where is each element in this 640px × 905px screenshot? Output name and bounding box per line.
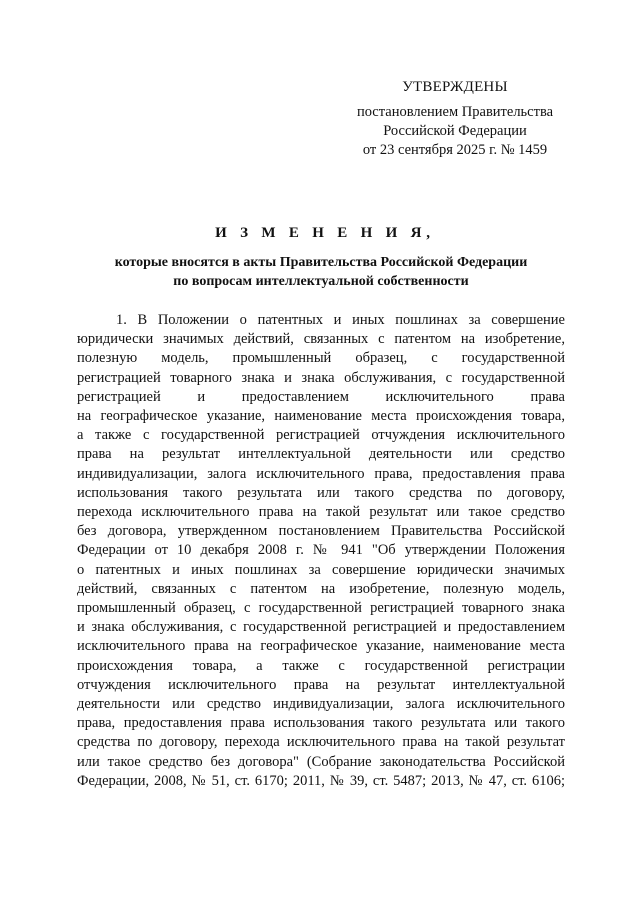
paragraph-line: отчуждения исключительного права на результат интеллектуальной [77,676,565,693]
paragraph-line: полезную модель, промышленный образец, с государственной [77,350,565,367]
paragraph-line: промышленный образец, с государственной регистрацией товарного знака [77,600,565,617]
paragraph-line: или такое средство без договора" (Собрание законодательства Российской [77,753,565,770]
document-body [77,311,565,791]
paragraph-line: о патентных и иных пошлинах за совершение юридически значимых [77,561,565,578]
paragraph-line: без договора, утвержденном постановлением Правительства Российской [77,523,565,540]
paragraph-line: права на результат интеллектуальной деятельности или средство [77,446,565,463]
title-subtitle-line: которые вносятся в акты Правительства Российской Федерации [114,255,528,270]
paragraph-line: регистрацией товарного знака и знака обслуживания, с государственной [77,369,565,386]
approved-label: УТВЕРЖДЕНЫ [402,79,508,95]
title-heading: И З М Е Н Е Н И Я, [215,225,435,241]
document-title [78,224,564,291]
paragraph-line: действий, связанных с патентом на изобретение, полезную модель, [77,580,565,597]
paragraph-line: 1. В Положении о патентных и иных пошлинах за совершение [116,312,565,328]
paragraph-line: юридически значимых действий, связанных с патентом на изобретение, [77,331,565,348]
paragraph-line: деятельности или средство индивидуализации, залога исключительного [77,696,565,713]
paragraph-line: перехода исключительного права на такой результат или такое средство [77,504,565,521]
approval-stamp [340,78,570,160]
title-subtitle-line: по вопросам интеллектуальной собственности [173,274,469,289]
approval-line: постановлением Правительства [356,104,554,120]
paragraph-line: Федерации, 2008, № 51, ст. 6170; 2011, № 39, ст. 5487; 2013, № 47, ст. 6106; [77,772,565,789]
approval-line: Российской Федерации [383,123,527,139]
approval-line: от 23 сентября 2025 г. № 1459 [362,142,548,158]
paragraph-line: права, предоставления права использования такого результата или такого [77,715,565,732]
paragraph-line: регистрацией и предоставлением исключительного права [77,388,565,405]
paragraph-line: а также с государственной регистрацией отчуждения исключительного [77,427,565,444]
paragraph-line: использования такого результата или такого средства по договору, [77,484,565,501]
paragraph-line: и знака обслуживания, с государственной регистрацией и предоставлением [77,619,565,636]
paragraph-line: происхождения товара, а также с государственной регистрации [77,657,565,674]
paragraph-line: средства по договору, перехода исключительного права на такой результат [77,734,565,751]
paragraph-line: исключительного права на географическое указание, наименование места [77,638,565,655]
paragraph-line: на географическое указание, наименование места происхождения товара, [77,408,565,425]
paragraph-line: Федерации от 10 декабря 2008 г. № 941 "Об утверждении Положения [77,542,565,559]
paragraph-line: индивидуализации, залога исключительного права, предоставления права [77,465,565,482]
